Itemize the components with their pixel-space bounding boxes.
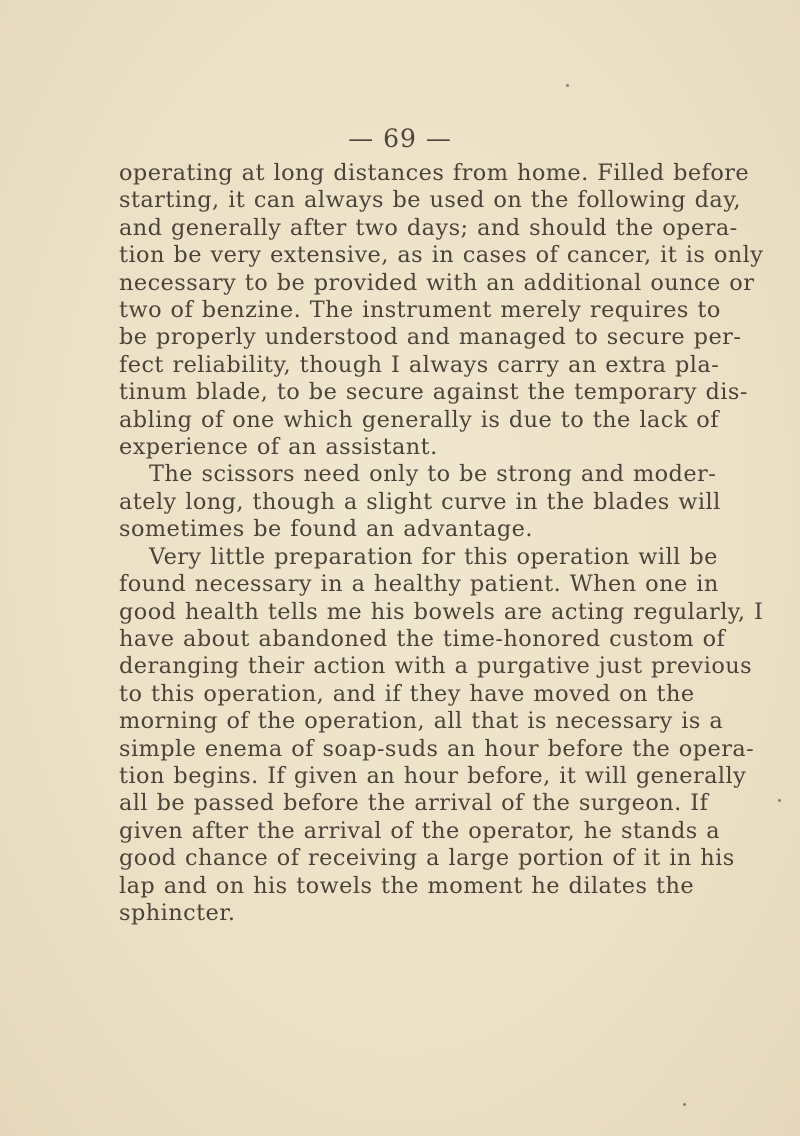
text-line: two of benzine. The instrument merely requires to (119, 297, 721, 324)
text-line: tion begins. If given an hour before, it will generally (119, 762, 747, 789)
text-line: simple enema of soap-suds an hour before the opera- (119, 735, 755, 762)
body-text (119, 160, 791, 927)
text-line: sometimes be found an advantage. (119, 516, 533, 543)
text-line: fect reliability, though I always carry an extra pla- (119, 351, 720, 378)
paper-speck (683, 1103, 686, 1106)
text-line: good health tells me his bowels are acting regularly, I (119, 598, 764, 625)
text-line: tion be very extensive, as in cases of cancer, it is only (119, 242, 764, 269)
text-line: The scissors need only to be strong and moder- (149, 461, 717, 488)
text-line: tinum blade, to be secure against the temporary dis- (119, 379, 748, 406)
text-line: and generally after two days; and should the opera- (119, 214, 738, 241)
text-line: ately long, though a slight curve in the blades will (119, 488, 721, 515)
paper-speck (566, 84, 569, 87)
text-line: sphincter. (119, 899, 236, 926)
text-line: deranging their action with a purgative just previous (119, 653, 753, 680)
page-number: — 69 — (348, 124, 452, 153)
paper-speck (778, 799, 781, 802)
text-line: Very little preparation for this operation will be (149, 543, 718, 570)
text-line: have about abandoned the time-honored custom of (119, 625, 726, 652)
text-line: all be passed before the arrival of the surgeon. If (119, 790, 709, 817)
text-line: lap and on his towels the moment he dilates the (119, 872, 695, 899)
text-line: necessary to be provided with an additional ounce or (119, 269, 755, 296)
text-line: experience of an assistant. (119, 434, 438, 461)
text-line: operating at long distances from home. Filled before (119, 160, 750, 186)
text-line: to this operation, and if they have moved on the (119, 680, 695, 707)
text-line: given after the arrival of the operator, he stands a (119, 817, 721, 844)
text-line: be properly understood and managed to secure per- (119, 324, 742, 351)
text-line: good chance of receiving a large portion of it in his (119, 845, 735, 872)
text-line: starting, it can always be used on the following day, (119, 187, 741, 214)
text-line: found necessary in a healthy patient. When one in (119, 571, 719, 598)
text-line: abling of one which generally is due to the lack of (119, 406, 719, 433)
text-line: morning of the operation, all that is necessary is a (119, 708, 724, 735)
